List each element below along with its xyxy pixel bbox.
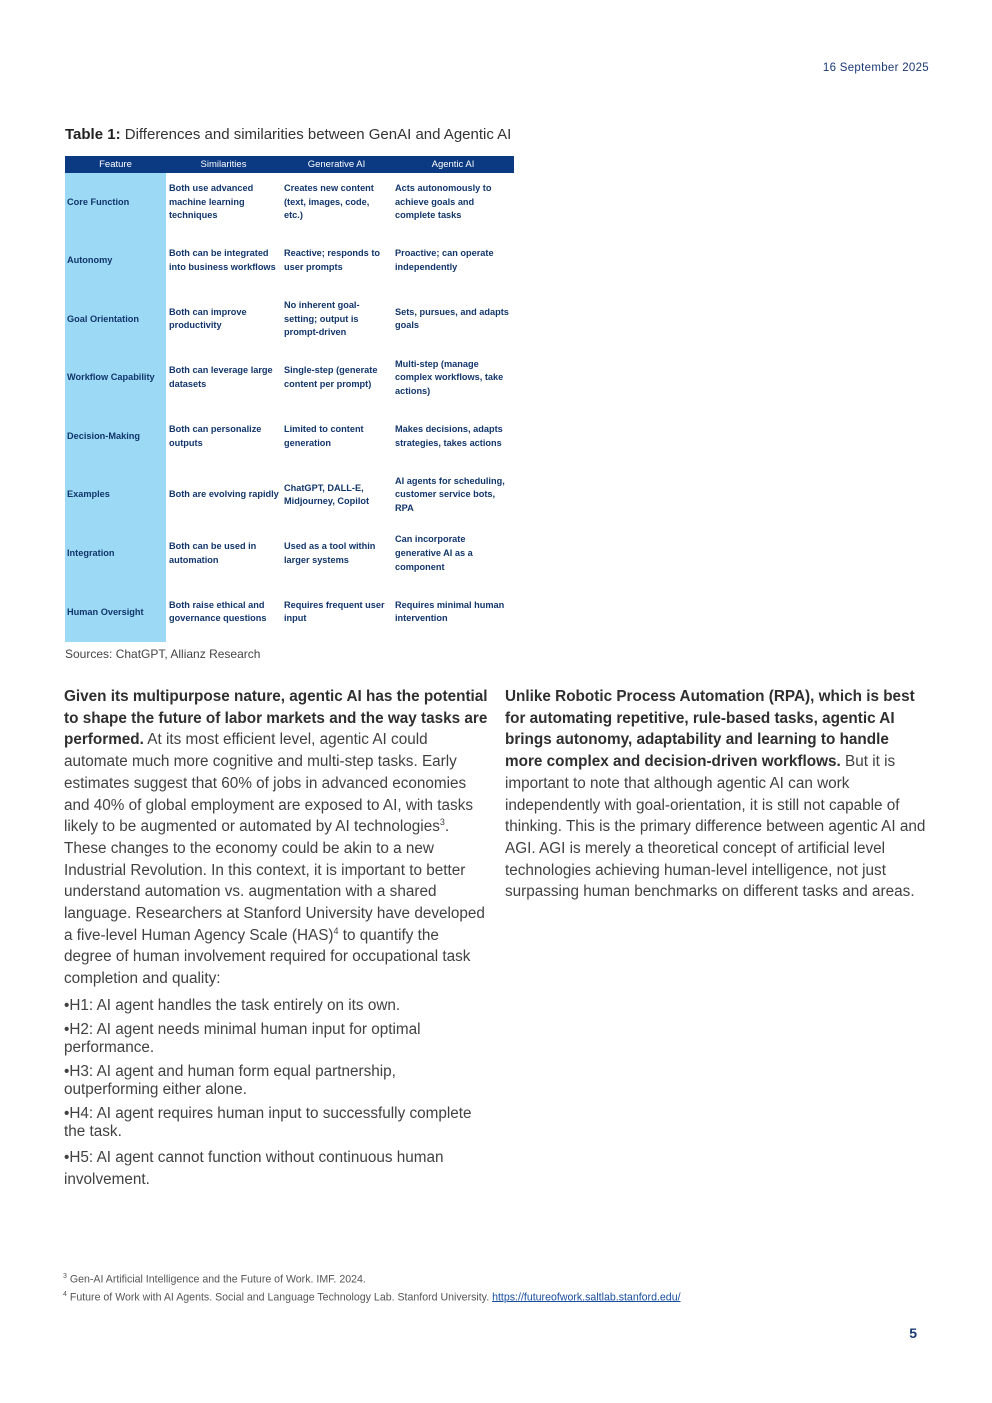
table-row <box>65 349 514 408</box>
generative-ai-cell: Limited to content generation <box>284 424 364 448</box>
footnote-4-link[interactable]: https://futureofwork.saltlab.stanford.edu/ <box>492 1291 681 1304</box>
footnote-4 <box>63 1291 681 1304</box>
similarities-cell: Both can be used in automation <box>169 541 257 565</box>
footnote-3 <box>63 1273 681 1286</box>
agentic-ai-cell: Requires minimal human intervention <box>395 599 505 624</box>
similarities-cell: Both are evolving rapidly <box>169 489 279 500</box>
table-row <box>65 525 514 584</box>
generative-ai-cell: No inherent goal-setting; output is prompt-driven <box>284 300 360 338</box>
table-caption-text: Differences and similarities between GenAI and Agentic AI <box>120 126 512 143</box>
table-sources: Sources: ChatGPT, Allianz Research <box>65 647 261 661</box>
footnote-ref-3: 3 <box>439 817 445 828</box>
comparison-table <box>65 156 514 642</box>
similarities-cell: Both can leverage large datasets <box>169 365 273 390</box>
table-caption <box>65 126 511 143</box>
generative-ai-cell: Single-step (generate content per prompt) <box>284 365 378 390</box>
list-item-h2: •H2: AI agent needs minimal human input for optimal performance. <box>64 1021 421 1056</box>
feature-cell: Core Function <box>65 173 166 232</box>
similarities-cell: Both can improve productivity <box>169 306 247 331</box>
rpa-bold-lead: Unlike Robotic Process Automation (RPA), which is best for automating repetitive, rule-based tasks, agentic AI brings autonomy, adaptability and learning to handle more complex and decision-driven workflows. <box>505 688 915 771</box>
agentic-ai-cell: Acts autonomously to achieve goals and complete tasks <box>395 182 492 221</box>
right-column <box>505 686 930 903</box>
feature-cell: Integration <box>65 525 166 584</box>
similarities-cell: Both use advanced machine learning techniques <box>169 182 254 221</box>
feature-cell: Autonomy <box>65 232 166 291</box>
footnote-4-text: Future of Work with AI Agents. Social and Language Technology Lab. Stanford University. <box>66 1291 493 1304</box>
generative-ai-cell: Reactive; responds to user prompts <box>284 248 380 272</box>
agentic-ai-cell: Can incorporate generative AI as a component <box>395 534 473 572</box>
rpa-paragraph <box>505 686 930 903</box>
footnote-4-number: 4 <box>63 1290 67 1298</box>
footnote-3-text: Gen-AI Artificial Intelligence and the Future of Work. IMF. 2024. <box>66 1273 366 1286</box>
feature-cell: Examples <box>65 466 166 525</box>
feature-cell: Workflow Capability <box>65 349 166 408</box>
intro-text-b: . These changes to the economy could be akin to a new Industrial Revolution. In this context, it is important to better understand automation vs. augmentation with a shared language. Researchers at Stanford University have developed a five-level Human Agency Scale (HAS) <box>64 818 485 944</box>
generative-ai-cell: Used as a tool within larger systems <box>284 541 376 565</box>
table-row <box>65 290 514 349</box>
header-agentic-ai: Agentic AI <box>392 156 514 173</box>
generative-ai-cell: Requires frequent user input <box>284 599 385 624</box>
rpa-text: But it is important to note that although agentic AI can work independently with goal-orientation, it is still not capable of thinking. This is the primary difference between agentic AI and AGI. AGI is merely a theoretical concept of artificial level technologies achieving human-level intelligence, not just surpassing human benchmarks on different tasks and areas. <box>505 753 926 901</box>
similarities-cell: Both can be integrated into business workflows <box>169 248 276 272</box>
table-row <box>65 466 514 525</box>
similarities-cell: Both can personalize outputs <box>169 424 262 448</box>
report-date: 16 September 2025 <box>822 62 929 74</box>
feature-cell: Decision-Making <box>65 407 166 466</box>
generative-ai-cell: Creates new content (text, images, code, etc.) <box>284 182 374 221</box>
intro-bold-lead: Given its multipurpose nature, agentic AI has the potential to shape the future of labor markets and the way tasks are performed. <box>64 688 488 749</box>
header-generative-ai: Generative AI <box>281 156 392 173</box>
list-item-h1: •H1: AI agent handles the task entirely on its own. <box>64 996 401 1014</box>
header-similarities: Similarities <box>166 156 281 173</box>
feature-cell: Goal Orientation <box>65 290 166 349</box>
table-row <box>65 173 514 232</box>
footnote-ref-4: 4 <box>333 925 339 936</box>
agentic-ai-cell: Multi-step (manage complex workflows, take actions) <box>395 358 504 396</box>
list-item-h5: •H5: AI agent cannot function without continuous human involvement. <box>64 1149 444 1189</box>
intro-paragraph <box>64 686 489 990</box>
page-number: 5 <box>909 1325 917 1341</box>
intro-text-c: to quantify the degree of human involvement required for occupational task completion and quality: <box>64 926 471 988</box>
table-row <box>65 407 514 466</box>
similarities-cell: Both raise ethical and governance questions <box>169 599 267 624</box>
header-feature: Feature <box>65 156 166 173</box>
agentic-ai-cell: Makes decisions, adapts strategies, takes actions <box>395 424 503 448</box>
list-item-h3: •H3: AI agent and human form equal partnership, outperforming either alone. <box>64 1063 396 1098</box>
footnote-3-number: 3 <box>63 1273 67 1280</box>
table-row <box>65 583 514 642</box>
feature-cell: Human Oversight <box>65 583 166 642</box>
list-item-h4: •H4: AI agent requires human input to successfully complete the task. <box>64 1105 472 1140</box>
agentic-ai-cell: AI agents for scheduling, customer service bots, RPA <box>395 475 505 514</box>
intro-text-a: At its most efficient level, agentic AI could automate much more cognitive and multi-step tasks. Early estimates suggest that 60% of jobs in advanced economies and 40% of global employment are exposed to AI, with tasks likely to be augmented or automated by AI technologies <box>64 731 474 836</box>
footnotes <box>63 1273 681 1308</box>
table-caption-label: Table 1: <box>65 126 121 143</box>
left-column <box>64 686 489 1191</box>
agentic-ai-cell: Proactive; can operate independently <box>395 248 494 272</box>
generative-ai-cell: ChatGPT, DALL-E, Midjourney, Copilot <box>284 482 370 507</box>
table-header-row <box>65 156 514 173</box>
table-row <box>65 232 514 291</box>
agentic-ai-cell: Sets, pursues, and adapts goals <box>395 306 509 331</box>
